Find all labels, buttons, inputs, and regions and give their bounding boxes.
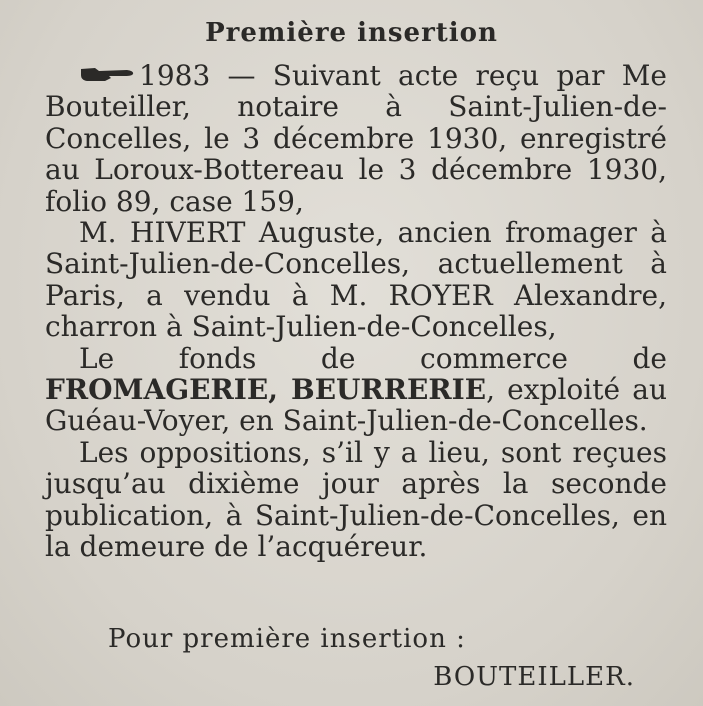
- notice-body: [45, 60, 667, 563]
- pointing-hand-icon: [79, 65, 135, 83]
- signature: BOUTEILLER.: [433, 662, 635, 692]
- paragraph-deed-text: 1983 — Suivant acte reçu par Me Bouteiller, notaire à Saint-Julien-de-Concelles, le 3 décembre 1930, enregistré au Loroux-Bottereau le 3 décembre 1930, folio 89, case 159,: [45, 59, 667, 218]
- business-text-before: Le fonds de commerce de: [79, 341, 667, 375]
- closing-line: Pour première insertion :: [108, 624, 466, 654]
- paragraph-deed: [45, 60, 667, 217]
- paragraph-oppositions: Les oppositions, s’il y a lieu, sont reçues jusqu’au dixième jour après la seconde publication, à Saint-Julien-de-Concelles, en la demeure de l’acquéreur.: [45, 435, 667, 564]
- paragraph-sale: M. HIVERT Auguste, ancien fromager à Saint-Julien-de-Concelles, actuellement à Paris, a vendu à M. ROYER Alexandre, charron à Saint-Julien-de-Concelles,: [45, 216, 667, 344]
- paragraph-business: [45, 343, 667, 437]
- notice-title: Première insertion: [205, 18, 498, 48]
- business-text-after: , exploité au Guéau-Voyer, en Saint-Julien-de-Concelles.: [45, 373, 668, 438]
- business-name: FROMAGERIE, BEURRERIE: [45, 373, 487, 407]
